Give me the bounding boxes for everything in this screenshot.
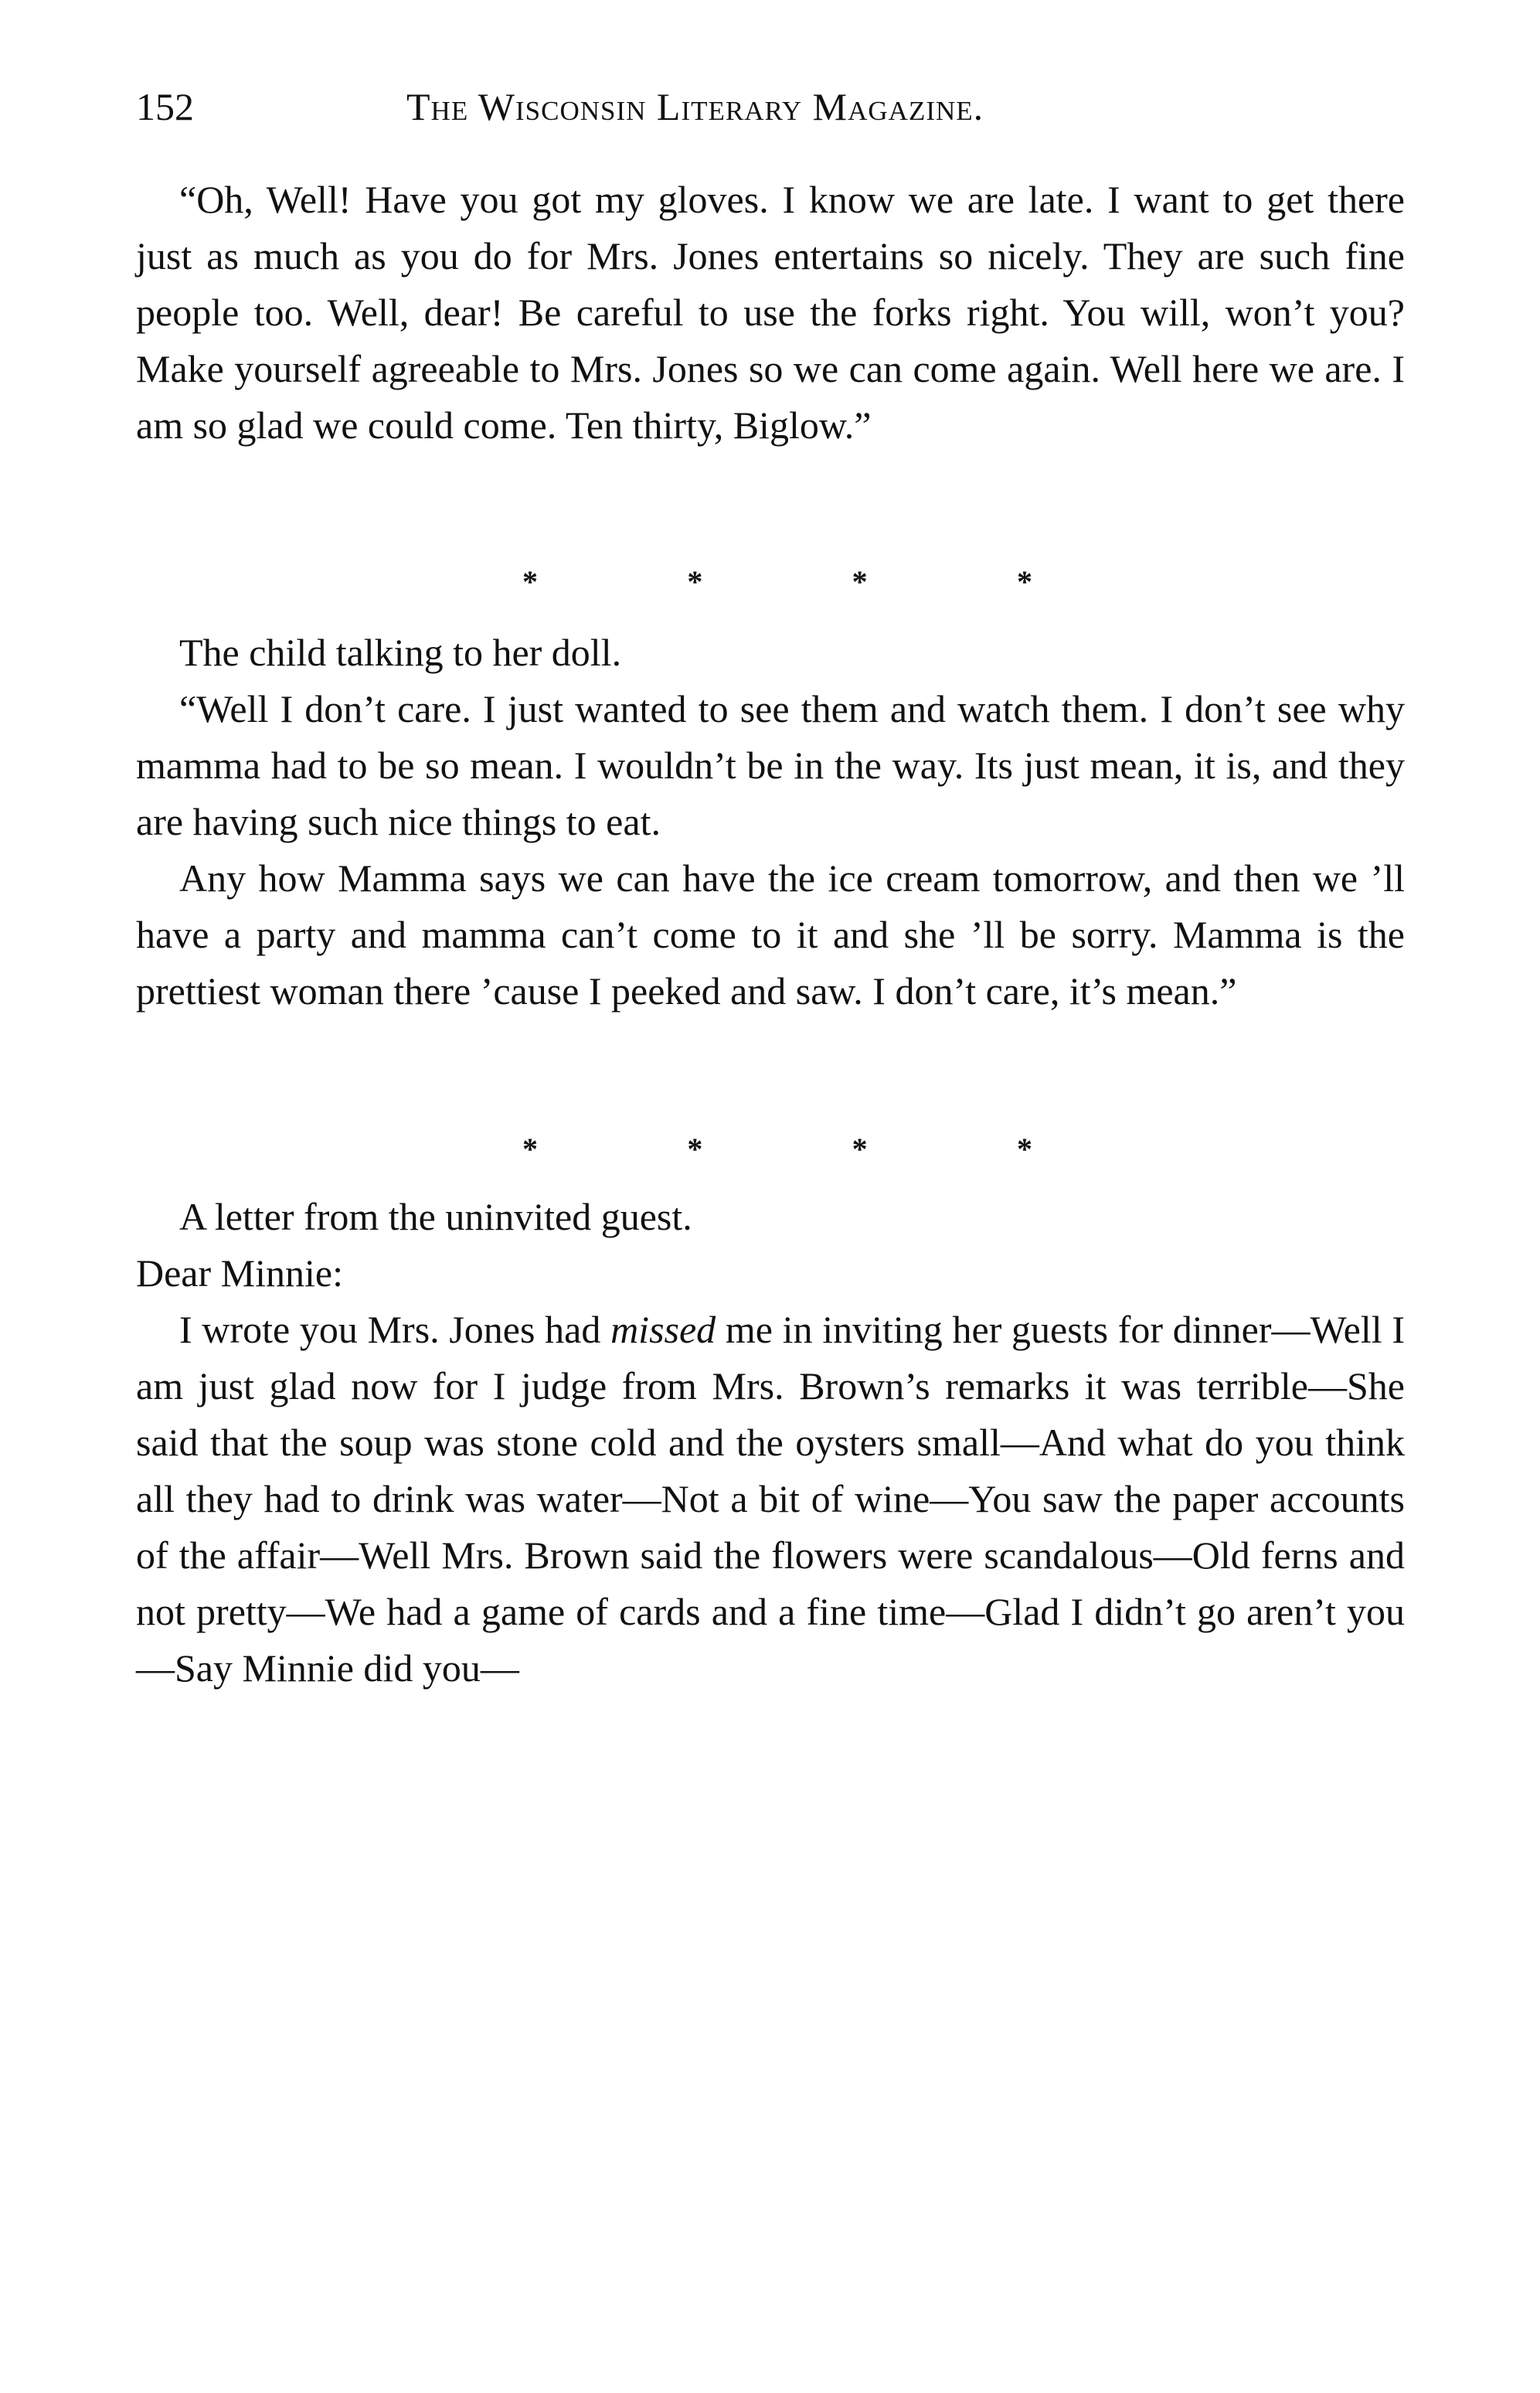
letter-section-intro: A letter from the uninvited guest. — [179, 1195, 692, 1238]
separator-asterisk: * — [852, 564, 868, 599]
separator-asterisk: * — [852, 1132, 868, 1166]
journal-title: The Wisconsin Literary Magazine. — [406, 85, 984, 128]
letter-salutation: Dear Minnie: — [136, 1251, 343, 1295]
section-separator — [522, 1130, 1032, 1169]
letter-body — [136, 1302, 1405, 1697]
separator-asterisk: * — [522, 564, 538, 599]
separator-asterisk: * — [522, 1132, 538, 1166]
mother-speech-paragraph: “Oh, Well! Have you got my gloves. I know we are late. I want to get there just as much as you do for Mrs. Jones entertains so nicely. They are such fine people too. Well, dear! Be careful to use the forks right. You will, won’t you? Make yourself agreeable to Mrs. Jones so we can come again. Well here we are. I am so glad we could come. Ten thirty, Biglow.” — [136, 178, 1405, 447]
running-head — [136, 76, 1403, 138]
separator-asterisk: * — [687, 564, 703, 599]
mother-monologue — [136, 172, 1405, 454]
child-speech-paragraph: Any how Mamma says we can have the ice cream tomorrow, and then we ’ll have a party and mamma can’t come to it and she ’ll be sorry. Mamma is the prettiest woman there ’cause I peeked and saw. I don’t care, it’s mean.” — [136, 856, 1405, 1013]
letter-body-start: I wrote you Mrs. Jones had — [179, 1308, 601, 1351]
section-separator — [522, 563, 1032, 601]
page-number: 152 — [136, 85, 194, 128]
letter-body-emphasis: missed — [610, 1308, 716, 1351]
child-speech-paragraph: “Well I don’t care. I just wanted to see them and watch them. I don’t see why mamma had to be so mean. I wouldn’t be in the way. Its just mean, it is, and they are having such nice things to eat. — [136, 687, 1405, 843]
child-monologue — [136, 625, 1405, 1019]
child-section-intro: The child talking to her doll. — [179, 631, 622, 674]
letter-section — [136, 1189, 1405, 1697]
letter-body-rest: me in inviting her guests for dinner—Well I am just glad now for I judge from Mrs. Brown’s remarks it was terrible—She said that the soup was stone cold and the oysters small—And what do you think all they had to drink was water—Not a bit of wine—You saw the paper accounts of the affair—Well Mrs. Brown said the flowers were scandalous—Old ferns and not pretty—We had a game of cards and a fine time—Glad I didn’t go aren’t you—Say Minnie did you— — [136, 1308, 1405, 1690]
separator-asterisk: * — [1016, 564, 1032, 599]
separator-asterisk: * — [1016, 1132, 1032, 1166]
separator-asterisk: * — [687, 1132, 703, 1166]
